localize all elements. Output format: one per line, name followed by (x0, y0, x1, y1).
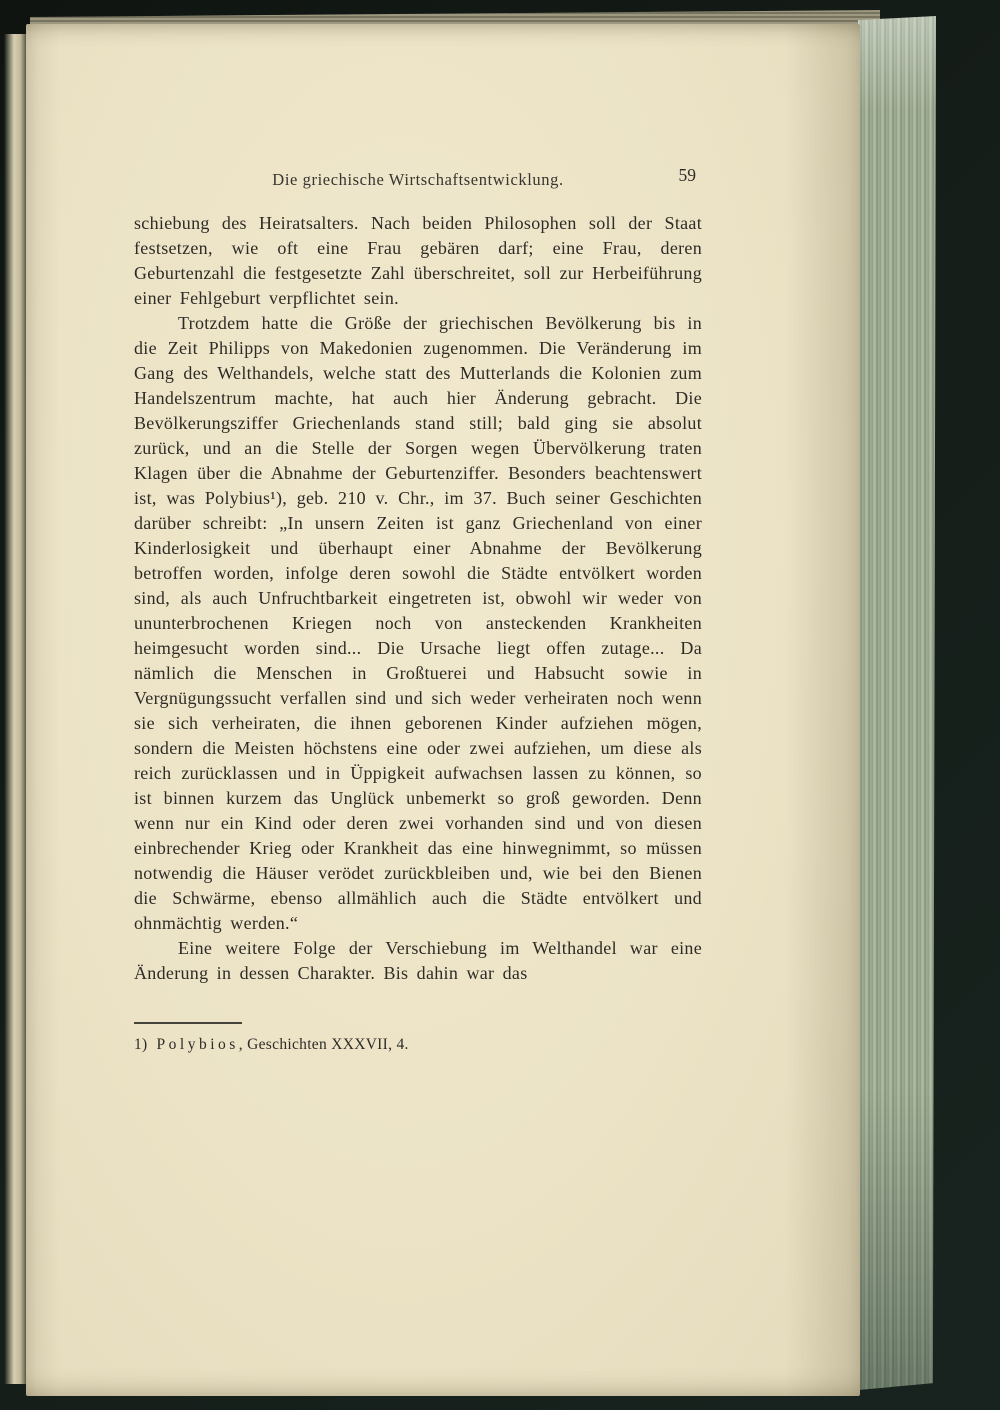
page-number: 59 (678, 165, 696, 185)
running-title: Die griechische Wirtschaftsentwicklung. (272, 170, 564, 189)
footnote-marker: 1) (134, 1036, 148, 1053)
facing-page-edge (4, 34, 28, 1384)
paragraph-polybius-quote: Trotzdem hatte die Größe der griechischen Bevölkerung bis in die Zeit Philipps von Makedonien zugenommen. Die Veränderung im Gang des Welthandels, welche statt des Mutterlands die Kolonien zum Handelszentrum machte, hat auch hier Änderung gebracht. Die Bevölkerungsziffer Griechenlands stand still; bald ging sie absolut zurück, und an die Stelle der Sorgen wegen Übervölkerung traten Klagen über die Abnahme der Geburtenziffer. Besonders beachtenswert ist, was Polybius¹), geb. 210 v. Chr., im 37. Buch seiner Geschichten darüber schreibt: „In unsern Zeiten ist ganz Griechenland von einer Kinderlosigkeit und überhaupt einer Abnahme der Bevölkerung betroffen worden, infolge deren sowohl die Städte entvölkert worden sind, als auch Unfruchtbarkeit eingetreten ist, obwohl wir weder von ununterbrochenen Kriegen noch von ansteckenden Krankheiten heimgesucht worden sind... Die Ursache liegt offen zutage... Da nämlich die Menschen in Großtuerei und Habsucht sowie in Vergnügungssucht verfallen sind und sich weder verheiraten noch wenn sie sich verheiraten, die ihnen geborenen Kinder aufziehen mögen, sondern die Meisten höchstens eine oder zwei aufziehen, um diese als reich zurücklassen und in Üppigkeit aufwachsen lassen zu können, so ist binnen kurzem das Unglück unbemerkt so groß geworden. Denn wenn nur ein Kind oder deren zwei vorhanden sind und von diesen einbrechender Krieg oder Krankheit das eine hinwegnimmt, so müssen notwendig die Häuser verödet zurückbleiben und, wie bei den Bienen die Schwärme, ebenso allmählich auch die Städte entvölkert und ohnmächtig werden.“ (134, 313, 702, 933)
footnote-rule (134, 1022, 242, 1024)
paragraph-continuation: schiebung des Heiratsalters. Nach beiden Philosophen soll der Staat festsetzen, wie oft eine Frau gebären darf; eine Frau, deren Geburtenzahl die festgesetzte Zahl überschreitet, soll zur Herbeiführung einer Fehlgeburt verpflichtet sein. (134, 213, 702, 308)
text-column (134, 24, 702, 1054)
footnote-author: Polybios (156, 1036, 239, 1053)
page-header (134, 165, 702, 196)
footnote-text: , Geschichten XXXVII, 4. (238, 1036, 409, 1053)
page-body (134, 211, 702, 986)
footnote (134, 1036, 702, 1054)
paragraph-closing: Eine weitere Folge der Verschiebung im Welthandel war eine Änderung in dessen Charakter. Bis dahin war das (134, 938, 702, 983)
book-fore-edge (858, 16, 936, 1390)
book-page (26, 24, 860, 1396)
